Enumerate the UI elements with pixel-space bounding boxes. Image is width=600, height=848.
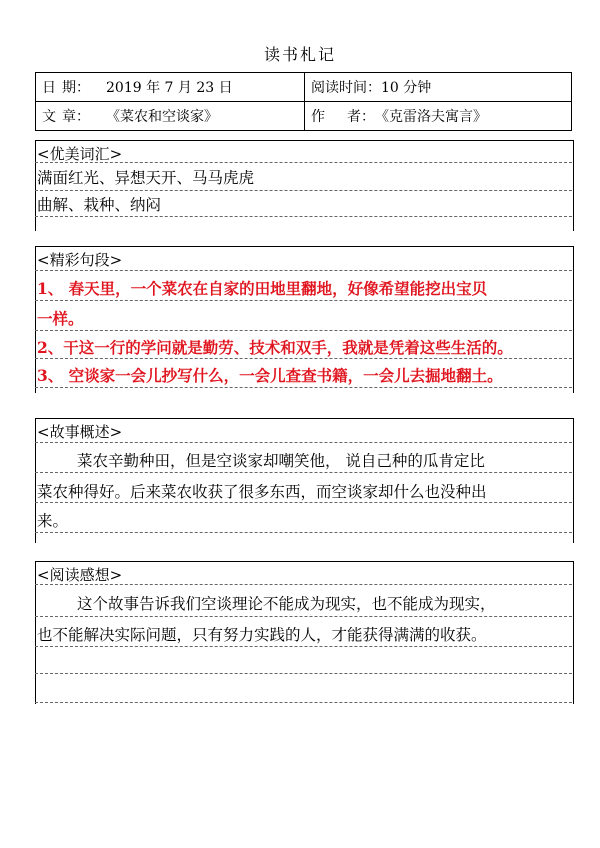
reflection-line-2: 也不能解决实际问题，只有努力实践的人，才能获得满满的收获。 xyxy=(37,626,487,644)
reading-time-cell xyxy=(305,73,572,102)
ruled-line xyxy=(35,216,572,217)
sentence-1-line-2: 一样。 xyxy=(37,309,84,328)
author-cell xyxy=(305,102,572,131)
date-cell xyxy=(36,73,305,102)
article-label-1: 文 xyxy=(42,109,56,125)
vocab-line-1: 满面红光、异想天开、马马虎虎 xyxy=(37,169,255,187)
sentence-2: 2、干这一行的学问就是勤劳、技术和双手，我就是凭着这些生活的。 xyxy=(37,338,513,357)
author-label-1: 作 xyxy=(311,109,325,125)
date-value: 2019 年 7 月 23 日 xyxy=(106,80,233,96)
sentence-3: 3、 空谈家一会儿抄写什么，一会儿查查书籍，一会儿去掘地翻土。 xyxy=(37,366,503,385)
summary-header: <故事概述> xyxy=(37,423,123,441)
summary-line-2: 菜农种得好。后来菜农收获了很多东西，而空谈家却什么也没种出 xyxy=(37,483,487,501)
ruled-line xyxy=(35,702,572,703)
sentence-1-line-1: 1、 春天里，一个菜农在自家的田地里翻地，好像希望能挖出宝贝 xyxy=(37,279,488,298)
ruled-line xyxy=(35,584,572,585)
reading-time-value: 10 分钟 xyxy=(381,80,432,96)
ruled-line xyxy=(35,190,572,191)
info-table xyxy=(35,72,572,131)
ruled-line xyxy=(35,532,572,533)
vocab-line-2: 曲解、栽种、纳闷 xyxy=(37,196,162,214)
sentences-header: <精彩句段> xyxy=(37,251,123,269)
date-label-1: 日 xyxy=(42,80,56,96)
info-row-1 xyxy=(36,73,572,102)
article-cell xyxy=(36,102,305,131)
vocab-header: <优美词汇> xyxy=(37,145,123,163)
ruled-line xyxy=(35,300,572,301)
reflection-header: <阅读感想> xyxy=(37,566,123,584)
info-row-2 xyxy=(36,102,572,131)
reading-time-label: 阅读时间： xyxy=(311,80,381,96)
ruled-line xyxy=(35,162,572,163)
ruled-line xyxy=(35,270,572,271)
ruled-line xyxy=(35,330,572,331)
ruled-line xyxy=(35,646,572,647)
reflection-line-1: 这个故事告诉我们空谈理论不能成为现实，也不能成为现实， xyxy=(77,595,496,613)
summary-line-1: 菜农辛勤种田，但是空谈家却嘲笑他， 说自己种的瓜肯定比 xyxy=(77,452,485,470)
page-title: 读书札记 xyxy=(263,45,336,64)
ruled-line xyxy=(35,502,572,503)
summary-line-3: 来。 xyxy=(37,512,69,530)
ruled-line xyxy=(35,358,572,359)
ruled-line xyxy=(35,442,572,443)
ruled-line xyxy=(35,387,572,388)
author-label-2: 者： xyxy=(347,109,375,125)
author-value: 《克雷洛夫寓言》 xyxy=(375,109,487,125)
article-value: 《菜农和空谈家》 xyxy=(106,109,218,125)
ruled-line xyxy=(35,616,572,617)
date-label-2: 期： xyxy=(62,80,90,96)
article-label-2: 章： xyxy=(62,109,90,125)
ruled-line xyxy=(35,472,572,473)
ruled-line xyxy=(35,673,572,674)
